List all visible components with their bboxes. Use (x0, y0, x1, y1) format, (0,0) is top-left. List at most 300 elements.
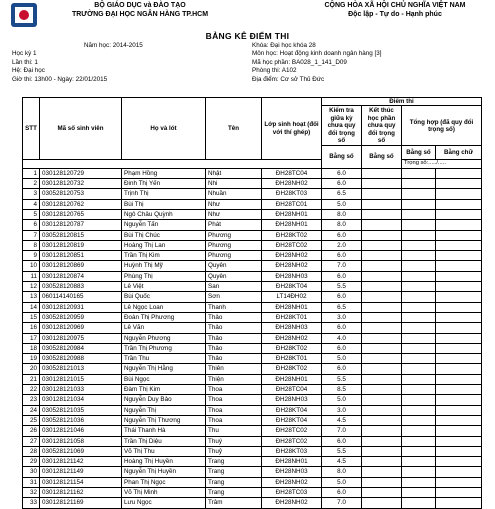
cell-score-words (436, 385, 482, 395)
cell-score-total (402, 374, 436, 384)
cell-score-total (402, 426, 436, 436)
cell-surname: Trần Thị Kim (122, 251, 206, 261)
cell-score-total (402, 364, 436, 374)
cell-score-final (362, 179, 402, 189)
page-title: BẢNG KÊ ĐIỂM THI (205, 31, 290, 41)
cell-class: ĐH28NH02 (262, 251, 322, 261)
cell-score-words (436, 477, 482, 487)
cell-score-final (362, 323, 402, 333)
cell-score-final (362, 168, 402, 178)
cell-name: Trang (206, 477, 262, 487)
table-row (23, 261, 482, 271)
cell-score-words (436, 498, 482, 508)
cell-surname: Lê Ngọc Loan (122, 302, 206, 312)
cell-name: Sơn (206, 292, 262, 302)
cell-score-final (362, 210, 402, 220)
cell-score-final (362, 189, 402, 199)
cell-name: Trang (206, 488, 262, 498)
header-left (40, 1, 240, 19)
col-surname: Họ và lót (122, 98, 206, 160)
cell-surname: Lê Việt (122, 282, 206, 292)
cell-stt: 6 (23, 220, 40, 230)
col-bang-so-3: Bằng số (402, 146, 436, 160)
info-exam-round: Lần thi: 1 (12, 58, 38, 66)
cell-surname: Nguyễn Thị Hằng (122, 364, 206, 374)
cell-name: Thoa (206, 405, 262, 415)
cell-stt: 8 (23, 240, 40, 250)
cell-name: Thoa (206, 415, 262, 425)
cell-class: ĐH28TC04 (262, 168, 322, 178)
cell-score-words (436, 405, 482, 415)
table-row (23, 282, 482, 292)
cell-score-words (436, 323, 482, 333)
cell-stt: 16 (23, 323, 40, 333)
cell-student-id: 030128121142 (40, 457, 122, 467)
cell-surname: Huỳnh Thị Mỹ (122, 261, 206, 271)
cell-score-midterm: 3.0 (322, 312, 362, 322)
cell-name: Quyên (206, 261, 262, 271)
cell-score-final (362, 220, 402, 230)
table-row (23, 240, 482, 250)
table-row (23, 488, 482, 498)
cell-stt: 26 (23, 426, 40, 436)
cell-score-midterm: 3.0 (322, 405, 362, 415)
cell-score-total (402, 333, 436, 343)
table-row (23, 251, 482, 261)
table-row (23, 374, 482, 384)
cell-score-total (402, 230, 436, 240)
country-name: CỘNG HÒA XÃ HỘI CHỦ NGHĨA VIỆT NAM (324, 2, 466, 9)
cell-score-words (436, 282, 482, 292)
cell-score-total (402, 240, 436, 250)
cell-score-total (402, 261, 436, 271)
cell-score-total (402, 312, 436, 322)
cell-class: ĐH28KT02 (262, 364, 322, 374)
cell-score-midterm: 4.5 (322, 457, 362, 467)
cell-score-midterm: 5.0 (322, 477, 362, 487)
cell-score-midterm: 5.0 (322, 199, 362, 209)
cell-class: ĐH28NH02 (262, 333, 322, 343)
table-row (23, 405, 482, 415)
cell-student-id: 030128120729 (40, 168, 122, 178)
cell-score-words (436, 292, 482, 302)
cell-class: ĐH28NH01 (262, 302, 322, 312)
cell-score-words (436, 199, 482, 209)
table-row (23, 292, 482, 302)
cell-student-id: 030528120883 (40, 282, 122, 292)
cell-stt: 24 (23, 405, 40, 415)
info-room: Phòng thi: A102 (252, 67, 297, 75)
cell-score-words (436, 426, 482, 436)
cell-surname: Trần Thị Diệu (122, 436, 206, 446)
cell-student-id: 060114140165 (40, 292, 122, 302)
col-student-id: Mã số sinh viên (40, 98, 122, 160)
cell-student-id: 030128121034 (40, 395, 122, 405)
cell-score-midterm: 7.0 (322, 498, 362, 508)
table-row (23, 436, 482, 446)
cell-score-total (402, 477, 436, 487)
cell-name: Như (206, 210, 262, 220)
table-row (23, 210, 482, 220)
cell-name: San (206, 282, 262, 292)
cell-score-words (436, 395, 482, 405)
cell-student-id: 030128120732 (40, 179, 122, 189)
cell-score-final (362, 251, 402, 261)
cell-stt: 13 (23, 292, 40, 302)
cell-score-words (436, 271, 482, 281)
cell-score-midterm: 4.5 (322, 415, 362, 425)
table-row (23, 446, 482, 456)
cell-name: Trang (206, 457, 262, 467)
col-trong-so: Trọng số:...../..... (402, 160, 482, 168)
cell-stt: 5 (23, 210, 40, 220)
cell-stt: 9 (23, 251, 40, 261)
cell-score-words (436, 230, 482, 240)
cell-student-id: 030528120959 (40, 312, 122, 322)
table-row (23, 385, 482, 395)
info-subject: Môn học: Hoạt động kinh doanh ngân hàng [3] (252, 50, 382, 58)
cell-surname: Đàm Thị Kim (122, 385, 206, 395)
cell-score-total (402, 199, 436, 209)
cell-class: ĐH28KT03 (262, 189, 322, 199)
cell-stt: 28 (23, 446, 40, 456)
table-row (23, 333, 482, 343)
info-module-code: Mã học phần: BA028_1_141_D09 (252, 58, 347, 66)
cell-class: ĐH28NH01 (262, 457, 322, 467)
cell-class: ĐH28TC02 (262, 426, 322, 436)
cell-stt: 25 (23, 415, 40, 425)
cell-class: ĐH28KT02 (262, 230, 322, 240)
cell-score-final (362, 415, 402, 425)
cell-student-id: 030128120874 (40, 271, 122, 281)
cell-score-midterm: 6.0 (322, 179, 362, 189)
cell-class: ĐH28TC03 (262, 488, 322, 498)
cell-score-midterm: 5.0 (322, 354, 362, 364)
info-system: Hệ: Đại học (12, 67, 45, 75)
cell-score-final (362, 467, 402, 477)
cell-stt: 23 (23, 395, 40, 405)
cell-name: Như (206, 199, 262, 209)
cell-stt: 18 (23, 343, 40, 353)
cell-score-words (436, 374, 482, 384)
university-name: TRƯỜNG ĐẠI HỌC NGÂN HÀNG TP.HCM (71, 11, 209, 18)
table-row (23, 477, 482, 487)
cell-student-id: 030128121015 (40, 374, 122, 384)
table-row (23, 364, 482, 374)
cell-score-words (436, 168, 482, 178)
cell-student-id: 030128121162 (40, 488, 122, 498)
cell-score-total (402, 385, 436, 395)
cell-score-final (362, 343, 402, 353)
cell-score-total (402, 282, 436, 292)
cell-score-midterm: 6.0 (322, 230, 362, 240)
cell-student-id: 030528120815 (40, 230, 122, 240)
cell-surname: Bùi Thị Chúc (122, 230, 206, 240)
cell-score-final (362, 395, 402, 405)
info-location: Địa điểm: Cơ sở Thủ Đức (252, 75, 325, 83)
cell-score-total (402, 395, 436, 405)
cell-surname: Phùng Thị (122, 271, 206, 281)
cell-score-final (362, 446, 402, 456)
cell-score-final (362, 240, 402, 250)
col-ket-thuc: Kết thúc học phần chưa quy đổi trọng số (362, 106, 402, 146)
cell-score-final (362, 488, 402, 498)
cell-stt: 17 (23, 333, 40, 343)
cell-score-total (402, 354, 436, 364)
cell-score-total (402, 210, 436, 220)
cell-score-final (362, 199, 402, 209)
cell-name: Nhuần (206, 189, 262, 199)
col-class: Lớp sinh hoạt (đối với thí ghép) (262, 98, 322, 160)
cell-student-id: 030128120969 (40, 323, 122, 333)
cell-score-final (362, 385, 402, 395)
cell-student-id: 030128121149 (40, 467, 122, 477)
cell-score-midterm: 2.0 (322, 240, 362, 250)
table-row (23, 426, 482, 436)
cell-name: Thiện (206, 374, 262, 384)
cell-student-id: 030128121058 (40, 436, 122, 446)
cell-class: ĐH28TC02 (262, 436, 322, 446)
cell-class: ĐH28KT04 (262, 415, 322, 425)
cell-score-final (362, 405, 402, 415)
cell-student-id: 030128121154 (40, 477, 122, 487)
cell-surname: Nguyễn Duy Bảo (122, 395, 206, 405)
cell-score-midterm: 8.0 (322, 220, 362, 230)
cell-name: Thảo (206, 323, 262, 333)
cell-score-total (402, 168, 436, 178)
cell-score-words (436, 302, 482, 312)
cell-name: Thảo (206, 343, 262, 353)
cell-student-id: 030528120984 (40, 343, 122, 353)
cell-stt: 32 (23, 488, 40, 498)
table-row (23, 271, 482, 281)
cell-score-words (436, 415, 482, 425)
info-right (252, 42, 382, 84)
cell-score-midterm: 5.0 (322, 395, 362, 405)
cell-score-final (362, 282, 402, 292)
info-left (12, 42, 143, 84)
cell-stt: 10 (23, 261, 40, 271)
cell-score-midterm: 5.5 (322, 374, 362, 384)
cell-student-id: 030128121169 (40, 498, 122, 508)
cell-name: Trang (206, 467, 262, 477)
cell-score-midterm: 7.0 (322, 261, 362, 271)
cell-score-final (362, 477, 402, 487)
cell-class: ĐH28TC04 (262, 385, 322, 395)
cell-stt: 12 (23, 282, 40, 292)
table-row (23, 179, 482, 189)
cell-score-final (362, 354, 402, 364)
col-bang-chu: Bằng chữ (436, 146, 482, 160)
cell-stt: 27 (23, 436, 40, 446)
cell-score-final (362, 312, 402, 322)
cell-class: ĐH28NH02 (262, 179, 322, 189)
cell-name: Trâm (206, 498, 262, 508)
cell-class: ĐH28KT01 (262, 354, 322, 364)
cell-stt: 2 (23, 179, 40, 189)
cell-score-words (436, 488, 482, 498)
cell-score-midterm: 6.0 (322, 436, 362, 446)
cell-name: Thuý (206, 436, 262, 446)
cell-name: Quyên (206, 271, 262, 281)
cell-class: ĐH28NH03 (262, 467, 322, 477)
cell-stt: 29 (23, 457, 40, 467)
info-exam-time: Giờ thi: 13h00 - Ngày: 22/01/2015 (12, 75, 108, 83)
cell-score-words (436, 261, 482, 271)
cell-class: ĐH28KT02 (262, 343, 322, 353)
cell-name: Thảo (206, 312, 262, 322)
cell-surname: Nguyễn Thị (122, 405, 206, 415)
cell-surname: Nguyễn Thị Thương (122, 415, 206, 425)
cell-score-final (362, 426, 402, 436)
cell-score-total (402, 436, 436, 446)
cell-class: ĐH28NH01 (262, 210, 322, 220)
cell-surname: Bùi Quốc (122, 292, 206, 302)
table-row (23, 189, 482, 199)
cell-score-midterm: 6.5 (322, 302, 362, 312)
cell-class: ĐH28KT04 (262, 405, 322, 415)
table-row (23, 415, 482, 425)
cell-surname: Lưu Ngọc (122, 498, 206, 508)
cell-score-total (402, 405, 436, 415)
cell-student-id: 030528121069 (40, 446, 122, 456)
cell-name: Nhật (206, 168, 262, 178)
table-row (23, 302, 482, 312)
cell-class: ĐH28TC02 (262, 240, 322, 250)
header-right (300, 1, 490, 19)
cell-surname: Hoàng Thị Lan (122, 240, 206, 250)
cell-score-final (362, 457, 402, 467)
cell-score-midterm: 6.0 (322, 168, 362, 178)
cell-student-id: 030528121035 (40, 405, 122, 415)
cell-surname: Đoàn Thị Phương (122, 312, 206, 322)
cell-student-id: 030528120753 (40, 189, 122, 199)
cell-surname: Phạm Hồng (122, 168, 206, 178)
table-row (23, 323, 482, 333)
cell-score-final (362, 436, 402, 446)
cell-surname: Nguyễn Thị Huyền (122, 467, 206, 477)
cell-stt: 11 (23, 271, 40, 281)
info-school-year: Năm học: 2014-2015 (84, 42, 143, 49)
cell-score-total (402, 179, 436, 189)
cell-surname: Hoàng Thị Huyền (122, 457, 206, 467)
cell-student-id: 030128120869 (40, 261, 122, 271)
table-row (23, 230, 482, 240)
cell-score-words (436, 240, 482, 250)
cell-student-id: 030528120988 (40, 354, 122, 364)
col-kiem-tra: Kiểm tra giữa kỳ chưa quy đổi trọng số (322, 106, 362, 146)
cell-stt: 7 (23, 230, 40, 240)
cell-student-id: 030128120851 (40, 251, 122, 261)
cell-score-words (436, 189, 482, 199)
cell-score-midterm: 8.5 (322, 385, 362, 395)
cell-score-total (402, 323, 436, 333)
cell-score-final (362, 292, 402, 302)
cell-score-midterm: 6.0 (322, 251, 362, 261)
header-spacer (23, 160, 322, 168)
cell-class: ĐH28TC01 (262, 199, 322, 209)
cell-student-id: 030528121013 (40, 364, 122, 374)
cell-score-total (402, 343, 436, 353)
table-row (23, 220, 482, 230)
university-logo-icon (10, 2, 38, 28)
cell-score-final (362, 302, 402, 312)
cell-score-total (402, 189, 436, 199)
cell-name: Thuỷ (206, 446, 262, 456)
cell-score-midterm: 6.0 (322, 343, 362, 353)
cell-score-midterm: 5.5 (322, 282, 362, 292)
cell-name: Thiên (206, 364, 262, 374)
cell-score-words (436, 179, 482, 189)
info-semester: Học kỳ 1 (12, 50, 37, 58)
cell-class: ĐH28NH03 (262, 323, 322, 333)
cell-stt: 1 (23, 168, 40, 178)
cell-score-total (402, 467, 436, 477)
cell-class: ĐH28NH02 (262, 498, 322, 508)
cell-surname: Võ Thị Minh (122, 488, 206, 498)
cell-name: Thảo (206, 354, 262, 364)
table-row (23, 312, 482, 322)
cell-surname: Trần Thu (122, 354, 206, 364)
col-tong-hop: Tổng hợp (đã quy đổi trọng số) (402, 106, 482, 146)
motto: Độc lập - Tự do - Hạnh phúc (348, 11, 442, 18)
cell-surname: Nguyễn Tấn (122, 220, 206, 230)
info-course: Khóa: Đại học khóa 28 (252, 42, 316, 49)
cell-stt: 15 (23, 312, 40, 322)
cell-stt: 33 (23, 498, 40, 508)
cell-name: Thu (206, 426, 262, 436)
cell-surname: Trần Thị Phương (122, 343, 206, 353)
table-row (23, 457, 482, 467)
cell-score-final (362, 333, 402, 343)
cell-score-midterm: 7.0 (322, 426, 362, 436)
cell-surname: Võ Thị Thu (122, 446, 206, 456)
cell-score-words (436, 446, 482, 456)
cell-class: ĐH28NH01 (262, 220, 322, 230)
cell-surname: Lê Văn (122, 323, 206, 333)
cell-score-final (362, 261, 402, 271)
cell-class: ĐH28NH02 (262, 477, 322, 487)
cell-score-words (436, 220, 482, 230)
cell-score-midterm: 5.5 (322, 446, 362, 456)
cell-name: Thoa (206, 385, 262, 395)
ministry-name: BỘ GIÁO DỤC và ĐÀO TẠO (94, 2, 186, 9)
cell-name: Phương (206, 240, 262, 250)
cell-surname: Bùi Thị (122, 199, 206, 209)
table-row (23, 343, 482, 353)
cell-class: ĐH28NH02 (262, 261, 322, 271)
cell-score-midterm: 8.0 (322, 467, 362, 477)
cell-score-total (402, 220, 436, 230)
cell-score-total (402, 271, 436, 281)
cell-name: Thảo (206, 333, 262, 343)
cell-class: ĐH28NH03 (262, 395, 322, 405)
col-diem-thi: Điểm thi (322, 98, 482, 106)
table-row (23, 395, 482, 405)
cell-class: LT14ĐH02 (262, 292, 322, 302)
cell-score-midterm: 6.0 (322, 323, 362, 333)
cell-score-final (362, 364, 402, 374)
cell-score-final (362, 271, 402, 281)
score-table (22, 97, 482, 509)
cell-score-words (436, 467, 482, 477)
cell-score-midterm: 4.0 (322, 333, 362, 343)
cell-surname: Nguyễn Phương (122, 333, 206, 343)
cell-stt: 19 (23, 354, 40, 364)
cell-surname: Trịnh Thị (122, 189, 206, 199)
cell-score-total (402, 446, 436, 456)
cell-score-words (436, 364, 482, 374)
